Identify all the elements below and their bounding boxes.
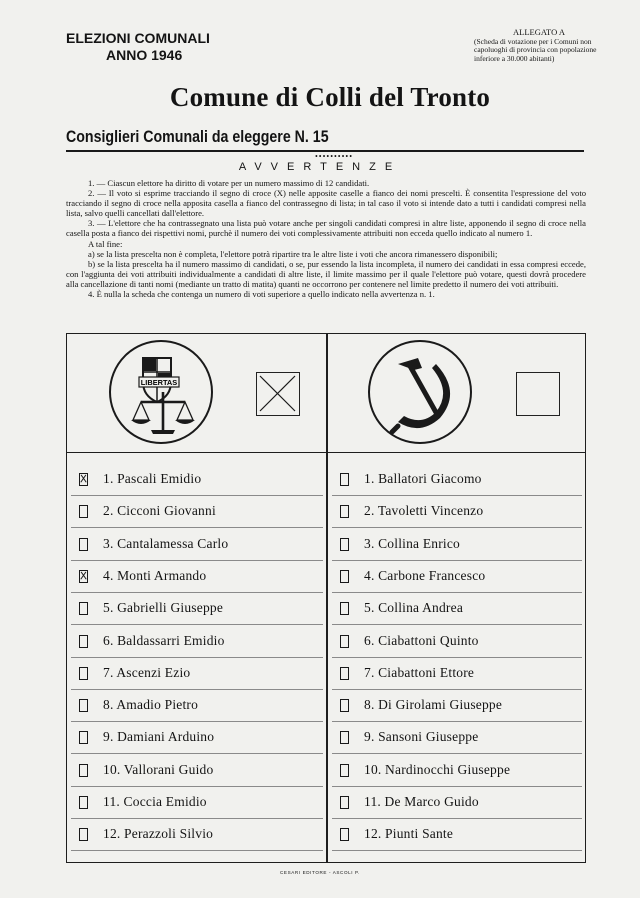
avvertenza-2: 2. — Il voto si esprime tracciando il segno di croce (X) nelle apposite caselle a fianco dei nomi prescelti. È consentita l'espressione del voto tracciando il segno di croce nella apposita casella a fianco del contrassegno di lista; in tal caso il voto si intende dato a tutti i candidati compresi nella lista, salvo quelli cancellati dall'elettore. (66, 188, 586, 219)
candidate-row (332, 626, 582, 658)
candidate-name: 12. Piunti Sante (364, 826, 454, 842)
candidate-name: 3. Cantalamessa Carlo (103, 535, 229, 551)
candidate-checkbox[interactable] (79, 538, 88, 551)
election-header (66, 30, 256, 64)
allegato-note (474, 28, 604, 63)
avvertenze-text (66, 178, 586, 299)
libertas-text: LIBERTAS (140, 378, 178, 387)
candidate-row (332, 529, 582, 561)
candidate-row (71, 658, 323, 690)
candidate-checkbox[interactable] (340, 570, 349, 583)
hammer-sickle-icon (370, 342, 474, 446)
avvertenza-3: 3. — L'elettore che ha contrassegnato una lista può votare anche per singoli candidati compresi in altre liste, apponendo il segno di croce nella casella posta a fianco dei rispettivi nomi, purchè il numero dei voti complessivamente attribuiti non ecceda quello indicato al numero 1. (66, 218, 586, 239)
candidate-row (332, 755, 582, 787)
allegato-text: (Scheda di votazione per i Comuni non capoluoghi di provincia con popolazione inferiore a 30.000 abitanti) (474, 36, 597, 63)
candidate-name: 1. Ballatori Giacomo (364, 471, 482, 486)
candidate-checkbox[interactable] (79, 635, 88, 648)
candidate-name: 4. Carbone Francesco (364, 567, 486, 583)
avvertenze-title: AVVERTENZE (238, 161, 402, 173)
candidate-row (332, 561, 582, 593)
candidate-row (332, 496, 582, 528)
list-2-mark-box[interactable] (516, 372, 560, 416)
candidate-name: 2. Cicconi Giovanni (103, 503, 216, 519)
candidate-row (71, 464, 323, 496)
candidate-checkbox[interactable] (340, 602, 349, 615)
avvertenza-1: 1. — Ciascun elettore ha diritto di votare per un numero massimo di 12 candidati. (88, 178, 370, 188)
candidate-name: 6. Ciabattoni Quinto (364, 632, 479, 648)
candidate-checkbox[interactable] (79, 570, 88, 583)
candidate-name: 7. Ciabattoni Ettore (364, 664, 475, 680)
candidate-name: 6. Baldassarri Emidio (103, 632, 225, 648)
candidate-name: 3. Collina Enrico (364, 535, 461, 551)
candidate-checkbox[interactable] (79, 699, 88, 712)
candidate-name: 8. Amadio Pietro (103, 697, 199, 713)
candidate-checkbox[interactable] (340, 473, 349, 486)
candidate-row (71, 561, 323, 593)
candidate-name: 10. Vallorani Guido (103, 761, 214, 777)
election-title: ELEZIONI COMUNALI (66, 30, 210, 46)
candidate-name: 12. Perazzoli Silvio (103, 826, 214, 842)
shield-scales-icon (111, 342, 215, 446)
avvertenza-7: 4. È nulla la scheda che contenga un numero di voti superiore a quello indicato nella avvertenza n. 1. (88, 289, 435, 300)
candidate-row (71, 755, 323, 787)
avvertenza-5: a) se la lista prescelta non è completa, l'elettore potrà ripartire tra le altre liste i voti che ancora rimanessero disponibili; (88, 248, 498, 259)
footer-printer: CESARI EDITORE - ASCOLI P. (279, 870, 361, 875)
candidate-row (71, 626, 323, 658)
candidate-row (71, 496, 323, 528)
avvertenza-6: b) se la lista prescelta ha il numero massimo di candidati, o se, pur essendo la lista incompleta, il numero dei candidati in essa compresi eccede, con l'aggiunta dei voti attribuiti individualmente a candidati di altre liste, il limite massimo per il quale l'elettore può votare, questi dovrà procedere alla cancellazione di tanti nomi (mediante un tratto di matita) quanti ne occorrono per contenere nel limite predetto il numero dei voti attribuiti. (66, 258, 586, 289)
hammer-sickle-emblem[interactable] (368, 340, 472, 444)
candidate-checkbox[interactable] (340, 505, 349, 518)
candidate-row (332, 722, 582, 754)
shield-scales-emblem[interactable] (109, 340, 213, 444)
candidate-name: 7. Ascenzi Ezio (103, 664, 191, 680)
candidate-row (71, 722, 323, 754)
candidate-checkbox[interactable] (340, 796, 349, 809)
candidate-name: 2. Tavoletti Vincenzo (364, 503, 484, 519)
candidate-checkbox[interactable] (79, 602, 88, 615)
candidate-row (332, 690, 582, 722)
candidate-checkbox[interactable] (79, 764, 88, 777)
candidate-name: 8. Di Girolami Giuseppe (364, 697, 503, 713)
candidate-checkbox[interactable] (79, 667, 88, 680)
candidate-row (332, 819, 582, 851)
candidate-name: 9. Sansoni Giuseppe (364, 729, 479, 745)
candidate-name: 10. Nardinocchi Giuseppe (364, 761, 511, 777)
candidate-name: 5. Collina Andrea (364, 600, 464, 616)
election-year: ANNO 1946 (106, 47, 183, 63)
candidate-row (332, 658, 582, 690)
candidate-checkbox[interactable] (340, 635, 349, 648)
candidate-checkbox[interactable] (340, 699, 349, 712)
candidate-name: 11. Coccia Emidio (103, 794, 207, 809)
list-1-mark-box[interactable] (256, 372, 300, 416)
candidate-checkbox[interactable] (79, 796, 88, 809)
candidate-checkbox[interactable] (79, 828, 88, 841)
candidate-name: 9. Damiani Arduino (103, 729, 215, 745)
candidate-checkbox[interactable] (79, 505, 88, 518)
candidate-row (332, 787, 582, 819)
candidate-name: 5. Gabrielli Giuseppe (103, 600, 224, 616)
emblem-divider (66, 452, 586, 453)
candidate-row (71, 593, 323, 625)
candidate-row (71, 690, 323, 722)
candidate-row (332, 464, 582, 496)
candidate-name: 4. Monti Armando (103, 567, 207, 583)
candidate-row (332, 593, 582, 625)
allegato-title: ALLEGATO A (512, 27, 566, 37)
candidate-row (71, 787, 323, 819)
candidate-name: 1. Pascali Emidio (103, 471, 202, 486)
candidate-checkbox[interactable] (340, 538, 349, 551)
x-mark-icon (257, 373, 298, 414)
ornament-dots: •••••••••• (315, 152, 354, 161)
candidate-row (71, 529, 323, 561)
candidate-checkbox[interactable] (340, 731, 349, 744)
page-title: Comune di Colli del Tronto (169, 82, 491, 112)
subtitle: Consiglieri Comunali da eleggere N. 15 (66, 128, 329, 146)
candidate-checkbox[interactable] (340, 764, 349, 777)
candidate-checkbox[interactable] (340, 828, 349, 841)
candidate-row (71, 819, 323, 851)
candidate-name: 11. De Marco Guido (364, 794, 479, 809)
list-divider (326, 333, 328, 863)
candidate-checkbox[interactable] (79, 473, 88, 486)
candidate-checkbox[interactable] (340, 667, 349, 680)
avvertenza-4: A tal fine: (88, 238, 123, 249)
candidate-checkbox[interactable] (79, 731, 88, 744)
